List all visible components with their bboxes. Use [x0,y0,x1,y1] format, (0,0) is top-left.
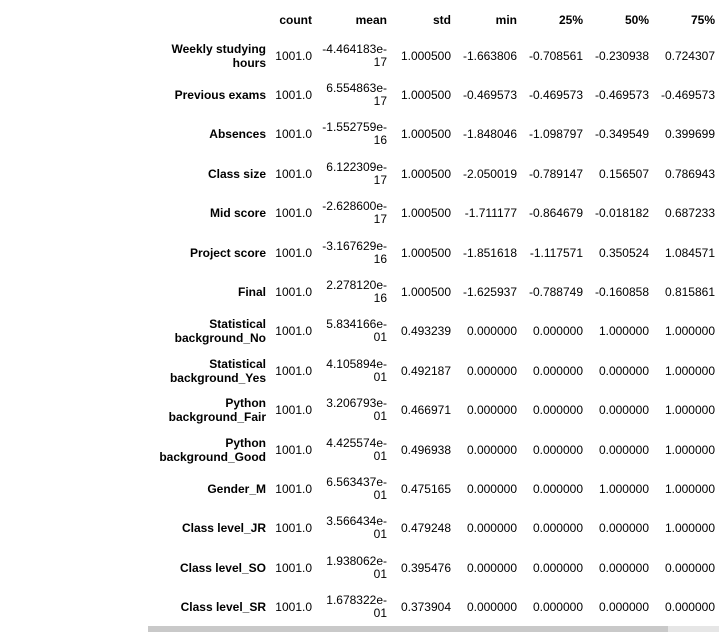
cell-min: 0.000000 [466,600,517,615]
cell-count: 1001.0 [275,166,312,181]
table-row [150,391,719,430]
describe-table [150,4,719,627]
cell-std: 0.395476 [400,560,451,575]
cell-25: -0.789147 [528,166,583,181]
cell-75: 0.724307 [664,48,715,63]
cell-mean: 6.563437e-01 [326,474,387,502]
cell-std: 1.000500 [400,166,451,181]
table-row [150,587,719,626]
cell-25: 0.000000 [532,324,583,339]
cell-50: -0.230938 [594,48,649,63]
cell-min: 0.000000 [466,481,517,496]
cell-count: 1001.0 [275,363,312,378]
cell-mean: 3.566434e-01 [326,514,387,542]
column-header-50: 50% [624,13,649,27]
cell-50: -0.018182 [594,206,649,221]
cell-75: 0.687233 [664,206,715,221]
column-header-count: count [279,13,312,27]
cell-75: -0.469573 [660,88,715,103]
row-label: Absences [209,127,266,142]
table-row [150,469,719,508]
row-label: Project score [189,245,266,260]
table-row [150,272,719,311]
cell-count: 1001.0 [275,245,312,260]
cell-25: 0.000000 [532,363,583,378]
cell-count: 1001.0 [275,206,312,221]
cell-75: 0.786943 [664,166,715,181]
cell-25: -1.098797 [528,127,583,142]
cell-50: 0.000000 [598,521,649,536]
cell-min: -0.469573 [462,88,517,103]
cell-std: 1.000500 [400,245,451,260]
cell-75: 1.000000 [664,324,715,339]
table-row [150,351,719,390]
row-label: Gender_M [207,481,266,496]
cell-50: 0.000000 [598,600,649,615]
cell-50: 1.000000 [598,324,649,339]
cell-75: 1.000000 [664,521,715,536]
cell-std: 0.466971 [400,403,451,418]
cell-25: 0.000000 [532,600,583,615]
cell-count: 1001.0 [275,285,312,300]
cell-mean: 4.105894e-01 [326,356,387,384]
cell-50: 1.000000 [598,481,649,496]
cell-25: 0.000000 [532,481,583,496]
index-header [150,4,270,36]
cell-mean: 6.554863e-17 [326,81,387,109]
cell-count: 1001.0 [275,324,312,339]
cell-std: 0.475165 [400,481,451,496]
cell-std: 0.493239 [400,324,451,339]
cell-mean: 1.678322e-01 [326,593,387,621]
table-body [150,36,719,627]
row-label: Class level_SO [179,560,266,575]
cell-count: 1001.0 [275,403,312,418]
cell-mean: -4.464183e-17 [322,41,387,69]
cell-min: -1.663806 [462,48,517,63]
cell-count: 1001.0 [275,560,312,575]
column-header-min: min [495,13,517,27]
cell-min: 0.000000 [466,442,517,457]
row-label: Final [237,285,266,300]
cell-75: 1.000000 [664,442,715,457]
table-row [150,36,719,75]
row-label: Python background_Fair [168,396,266,425]
table-row [150,548,719,587]
table-row [150,115,719,154]
cell-mean: 1.938062e-01 [326,553,387,581]
row-label: Statistical background_Yes [169,356,266,385]
cell-mean: -1.552759e-16 [322,120,387,148]
cell-min: -2.050019 [462,166,517,181]
cell-25: 0.000000 [532,442,583,457]
cell-25: -0.469573 [528,88,583,103]
row-label: Class level_JR [181,521,266,536]
cell-std: 1.000500 [400,48,451,63]
cell-count: 1001.0 [275,442,312,457]
cell-mean: 6.122309e-17 [326,159,387,187]
cell-count: 1001.0 [275,127,312,142]
cell-min: -1.625937 [462,285,517,300]
table-row [150,154,719,193]
cell-50: 0.000000 [598,442,649,457]
cell-50: 0.000000 [598,363,649,378]
column-header-25: 25% [558,13,583,27]
cell-count: 1001.0 [275,600,312,615]
cell-25: -0.788749 [528,285,583,300]
cell-50: -0.160858 [594,285,649,300]
cell-75: 0.000000 [664,600,715,615]
cell-50: 0.000000 [598,560,649,575]
table-row [150,430,719,469]
cell-min: -1.848046 [462,127,517,142]
column-header-mean: mean [355,13,387,27]
cell-min: 0.000000 [466,363,517,378]
cell-25: -0.708561 [528,48,583,63]
cell-count: 1001.0 [275,521,312,536]
table-row [150,75,719,114]
cell-min: 0.000000 [466,403,517,418]
cell-min: 0.000000 [466,324,517,339]
cell-std: 0.492187 [400,363,451,378]
row-label: Weekly studying hours [171,41,266,70]
cell-50: 0.350524 [598,245,649,260]
cell-min: -1.711177 [464,206,517,221]
cell-50: 0.156507 [598,166,649,181]
cell-75: 0.000000 [664,560,715,575]
cell-mean: -2.628600e-17 [322,199,387,227]
cell-25: -1.117571 [529,245,583,260]
cell-min: 0.000000 [466,521,517,536]
cell-mean: 4.425574e-01 [326,435,387,463]
cell-count: 1001.0 [275,48,312,63]
cell-min: 0.000000 [466,560,517,575]
cell-50: -0.349549 [594,127,649,142]
cell-25: -0.864679 [528,206,583,221]
cell-mean: 3.206793e-01 [326,396,387,424]
cell-50: 0.000000 [598,403,649,418]
cell-75: 1.000000 [664,403,715,418]
cell-75: 0.815861 [664,285,715,300]
table-row [150,194,719,233]
cell-75: 0.399699 [664,127,715,142]
table-header [150,4,719,36]
column-header-std: std [433,13,451,27]
cell-std: 1.000500 [400,127,451,142]
cell-count: 1001.0 [275,88,312,103]
row-label: Statistical background_No [174,317,266,346]
cell-min: -1.851618 [462,245,517,260]
cell-25: 0.000000 [532,521,583,536]
cell-std: 0.479248 [400,521,451,536]
table-row [150,312,719,351]
cell-mean: 5.834166e-01 [326,317,387,345]
cell-25: 0.000000 [532,560,583,575]
row-label: Class level_SR [180,600,266,615]
cell-std: 0.496938 [400,442,451,457]
scrollbar-thumb[interactable] [148,626,668,632]
cell-std: 1.000500 [400,88,451,103]
table-row [150,509,719,548]
cell-std: 1.000500 [400,206,451,221]
cell-75: 1.000000 [664,363,715,378]
cell-25: 0.000000 [532,403,583,418]
cell-50: -0.469573 [594,88,649,103]
table-row [150,233,719,272]
row-label: Class size [207,166,266,181]
cell-std: 0.373904 [400,600,451,615]
cell-std: 1.000500 [400,285,451,300]
column-header-75: 75% [690,13,715,27]
cell-mean: 2.278120e-16 [326,278,387,306]
row-label: Previous exams [174,88,266,103]
cell-mean: -3.167629e-16 [322,238,387,266]
horizontal-scrollbar[interactable] [148,626,719,632]
row-label: Mid score [209,206,266,221]
dataframe-output [150,4,719,627]
row-label: Python background_Good [159,435,266,464]
cell-75: 1.084571 [664,245,715,260]
cell-count: 1001.0 [275,481,312,496]
cell-75: 1.000000 [664,481,715,496]
